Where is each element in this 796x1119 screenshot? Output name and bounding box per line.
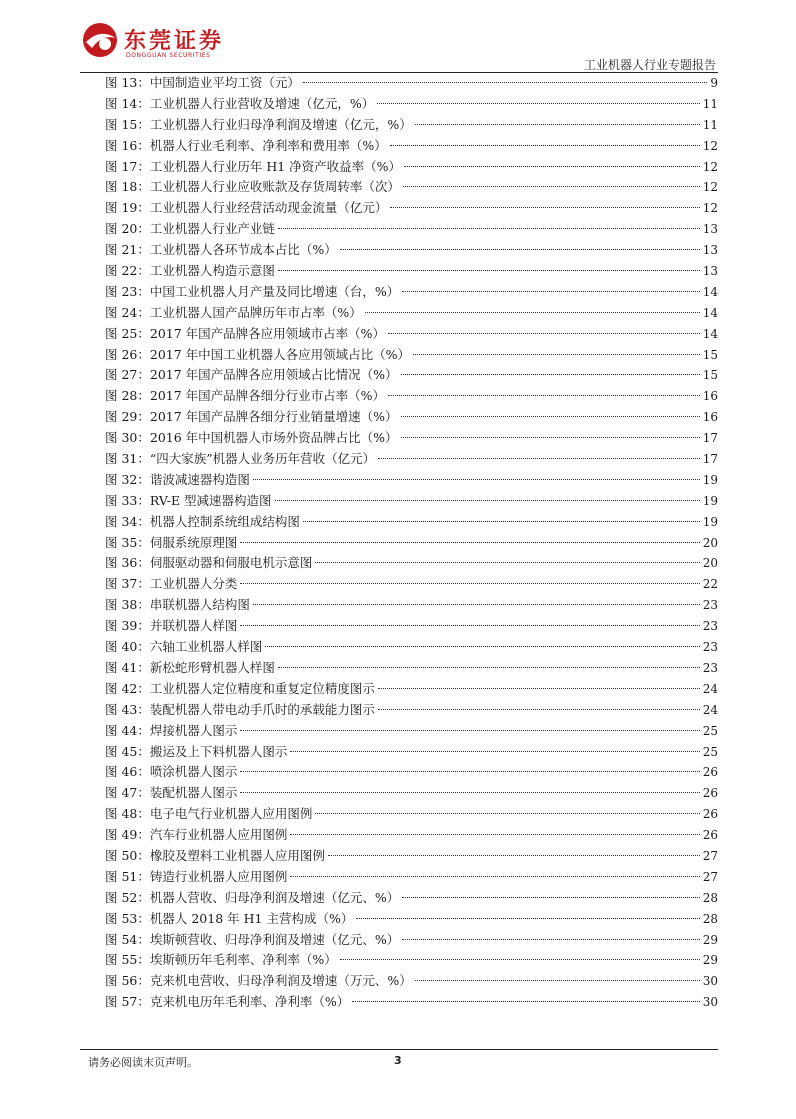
toc-dot-leader: [240, 625, 699, 626]
toc-dot-leader: [390, 207, 699, 208]
toc-dot-leader: [390, 145, 700, 146]
toc-entry[interactable]: [105, 219, 718, 240]
toc-dot-leader: [240, 730, 699, 731]
toc-dot-leader: [402, 939, 699, 940]
toc-entry[interactable]: [105, 157, 718, 178]
toc-dot-leader: [402, 291, 699, 292]
toc-entry-title: 图 40：六轴工业机器人样图: [105, 639, 263, 655]
toc-entry-title: 图 38：串联机器人结构图: [105, 597, 250, 613]
toc-entry[interactable]: [105, 992, 718, 1013]
toc-entry-page: 23: [702, 660, 718, 675]
toc-entry-page: 25: [702, 744, 718, 759]
toc-entry-page: 27: [702, 848, 718, 863]
toc-dot-leader: [265, 646, 699, 647]
toc-entry-title: 图 34：机器人控制系统组成结构图: [105, 513, 300, 529]
toc-dot-leader: [404, 166, 700, 167]
toc-entry-page: 11: [702, 117, 718, 132]
toc-entry-title: 图 33：RV-E 型减速器构造图: [105, 492, 272, 508]
toc-entry-title: 图 25：2017 年国产品牌各应用领域市占率（%）: [105, 325, 386, 341]
toc-entry-page: 13: [702, 243, 718, 258]
toc-entry[interactable]: [105, 909, 718, 930]
toc-dot-leader: [402, 897, 699, 898]
toc-entry-title: 图 44：焊接机器人图示: [105, 722, 238, 738]
toc-dot-leader: [401, 374, 700, 375]
toc-entry-page: 29: [702, 932, 718, 947]
toc-entry[interactable]: [105, 721, 718, 742]
toc-dot-leader: [328, 855, 700, 856]
toc-dot-leader: [290, 834, 699, 835]
toc-entry[interactable]: [105, 930, 718, 951]
toc-entry-page: 16: [702, 410, 718, 425]
toc-dot-leader: [388, 333, 700, 334]
toc-entry-title: 图 21：工业机器人各环节成本占比（%）: [105, 242, 337, 258]
toc-dot-leader: [378, 709, 700, 710]
toc-entry-title: 图 53：机器人 2018 年 H1 主营构成（%）: [105, 910, 354, 926]
toc-entry[interactable]: [105, 386, 718, 407]
toc-entry-page: 19: [702, 514, 718, 529]
toc-entry-title: 图 37：工业机器人分类: [105, 576, 238, 592]
toc-entry-page: 30: [702, 974, 718, 989]
toc-dot-leader: [340, 959, 700, 960]
toc-entry-page: 25: [702, 723, 718, 738]
toc-entry[interactable]: [105, 867, 718, 888]
toc-entry-title: 图 20：工业机器人行业产业链: [105, 221, 275, 237]
toc-entry-title: 图 17：工业机器人行业历年 H1 净资产收益率（%）: [105, 158, 402, 174]
toc-dot-leader: [401, 437, 700, 438]
toc-entry-title: 图 51：铸造行业机器人应用图例: [105, 868, 288, 884]
toc-entry-title: 图 39：并联机器人样图: [105, 618, 238, 634]
toc-entry[interactable]: [105, 888, 718, 909]
toc-entry-title: 图 48：电子电气行业机器人应用图例: [105, 806, 313, 822]
toc-entry-title: 图 35：伺服系统原理图: [105, 534, 238, 550]
toc-entry[interactable]: [105, 595, 718, 616]
toc-entry-title: 图 23：中国工业机器人月产量及同比增速（台，%）: [105, 283, 400, 299]
toc-entry-page: 26: [702, 786, 718, 801]
brand-logo-icon: [80, 20, 120, 60]
toc-entry-page: 20: [702, 556, 718, 571]
toc-entry-page: 16: [702, 389, 718, 404]
toc-entry-page: 23: [702, 598, 718, 613]
toc-entry[interactable]: [105, 616, 718, 637]
toc-entry-page: 29: [702, 953, 718, 968]
toc-entry-title: 图 54：埃斯顿营收、归母净利润及增速（亿元、%）: [105, 931, 400, 947]
toc-entry[interactable]: [105, 971, 718, 992]
toc-entry-page: 28: [702, 911, 718, 926]
toc-entry-title: 图 42：工业机器人定位精度和重复定位精度图示: [105, 680, 375, 696]
toc-entry[interactable]: [105, 950, 718, 971]
toc-dot-leader: [253, 604, 700, 605]
brand-name-en: DONGGUAN SECURITIES: [126, 52, 211, 59]
toc-entry-title: 图 28：2017 年国产品牌各细分行业市占率（%）: [105, 388, 386, 404]
toc-entry-title: 图 24：工业机器人国产品牌历年市占率（%）: [105, 304, 362, 320]
toc-entry[interactable]: [105, 303, 718, 324]
toc-dot-leader: [240, 583, 699, 584]
toc-entry-title: 图 56：克来机电营收、归母净利润及增速（万元、%）: [105, 973, 412, 989]
toc-entry-page: 20: [702, 535, 718, 550]
toc-dot-leader: [240, 771, 699, 772]
toc-entry[interactable]: [105, 679, 718, 700]
toc-dot-leader: [340, 249, 700, 250]
toc-entry-title: 图 52：机器人营收、归母净利润及增速（亿元、%）: [105, 889, 400, 905]
toc-entry-title: 图 32：谐波减速器构造图: [105, 471, 250, 487]
toc-dot-leader: [415, 124, 700, 125]
toc-dot-leader: [290, 751, 699, 752]
toc-entry[interactable]: [105, 345, 718, 366]
toc-entry-title: 图 29：2017 年国产品牌各细分行业销量增速（%）: [105, 409, 398, 425]
toc-entry-page: 24: [702, 681, 718, 696]
toc-entry-page: 28: [702, 890, 718, 905]
toc-dot-leader: [278, 270, 700, 271]
toc-entry-page: 12: [702, 201, 718, 216]
toc-entry-title: 图 13：中国制造业平均工资（元）: [105, 75, 300, 90]
toc-dot-leader: [278, 667, 700, 668]
toc-entry-page: 26: [702, 765, 718, 780]
toc-dot-leader: [303, 82, 707, 83]
toc-entry-title: 图 49：汽车行业机器人应用图例: [105, 827, 288, 843]
toc-entry-page: 24: [702, 702, 718, 717]
toc-entry-page: 23: [702, 640, 718, 655]
toc-dot-leader: [315, 813, 699, 814]
toc-entry-title: 图 16：机器人行业毛利率、净利率和费用率（%）: [105, 137, 387, 153]
page-number: 3: [394, 1054, 402, 1067]
toc-entry-page: 12: [702, 159, 718, 174]
toc-entry[interactable]: [105, 136, 718, 157]
toc-entry-title: 图 26：2017 年中国工业机器人各应用领域占比（%）: [105, 346, 411, 362]
toc-entry-page: 11: [702, 96, 718, 111]
toc-entry[interactable]: [105, 658, 718, 679]
toc-entry-title: 图 36：伺服驱动器和伺服电机示意图: [105, 555, 313, 571]
toc-entry[interactable]: [105, 73, 718, 94]
toc-entry[interactable]: [105, 553, 718, 574]
toc-entry[interactable]: [105, 470, 718, 491]
toc-entry[interactable]: [105, 512, 718, 533]
toc-entry-title: 图 27：2017 年国产品牌各应用领域占比情况（%）: [105, 367, 398, 383]
toc-entry-title: 图 15：工业机器人行业归母净利润及增速（亿元，%）: [105, 116, 412, 132]
toc-entry[interactable]: [105, 177, 718, 198]
toc-entry-page: 14: [702, 305, 718, 320]
toc-entry-page: 13: [702, 264, 718, 279]
toc-entry[interactable]: [105, 407, 718, 428]
toc-entry[interactable]: [105, 198, 718, 219]
toc-entry-page: 9: [710, 76, 718, 90]
toc-dot-leader: [315, 562, 699, 563]
toc-dot-leader: [352, 1001, 699, 1002]
toc-entry-title: 图 14：工业机器人行业营收及增速（亿元，%）: [105, 95, 375, 111]
toc-entry-page: 30: [702, 995, 718, 1010]
toc-entry-page: 17: [702, 431, 718, 446]
toc-entry-page: 19: [702, 472, 718, 487]
toc-entry[interactable]: [105, 700, 718, 721]
toc-entry-title: 图 50：橡胶及塑料工业机器人应用图例: [105, 847, 325, 863]
toc-entry-title: 图 30：2016 年中国机器人市场外资品牌占比（%）: [105, 430, 398, 446]
report-title: 工业机器人行业专题报告: [583, 58, 716, 72]
toc-dot-leader: [253, 479, 700, 480]
toc-dot-leader: [413, 354, 700, 355]
toc-entry[interactable]: [105, 762, 718, 783]
toc-entry[interactable]: [105, 846, 718, 867]
toc-entry-title: 图 47：装配机器人图示: [105, 785, 238, 801]
toc-entry-title: 图 19：工业机器人行业经营活动现金流量（亿元）: [105, 200, 388, 216]
toc-entry-title: 图 46：喷涂机器人图示: [105, 764, 238, 780]
toc-entry-page: 17: [702, 452, 718, 467]
toc-dot-leader: [403, 186, 700, 187]
toc-dot-leader: [365, 312, 700, 313]
toc-entry-page: 14: [702, 284, 718, 299]
figure-index-list: [105, 73, 718, 1013]
toc-entry[interactable]: [105, 115, 718, 136]
toc-entry[interactable]: [105, 533, 718, 554]
toc-entry-page: 13: [702, 222, 718, 237]
toc-dot-leader: [378, 688, 700, 689]
toc-dot-leader: [388, 395, 700, 396]
toc-entry[interactable]: [105, 783, 718, 804]
toc-entry-page: 26: [702, 828, 718, 843]
toc-entry[interactable]: [105, 324, 718, 345]
toc-dot-leader: [401, 416, 700, 417]
toc-entry[interactable]: [105, 804, 718, 825]
toc-entry[interactable]: [105, 282, 718, 303]
toc-entry-page: 23: [702, 619, 718, 634]
toc-entry-title: 图 57：克来机电历年毛利率、净利率（%）: [105, 994, 350, 1010]
toc-entry-page: 22: [702, 577, 718, 592]
toc-dot-leader: [290, 876, 699, 877]
toc-entry-title: 图 55：埃斯顿历年毛利率、净利率（%）: [105, 952, 337, 968]
toc-entry[interactable]: [105, 449, 718, 470]
brand-logo: [80, 20, 240, 66]
brand-name-cn: 东莞证券: [124, 29, 225, 54]
toc-entry[interactable]: [105, 825, 718, 846]
toc-entry-title: 图 22：工业机器人构造示意图: [105, 263, 275, 279]
toc-entry-page: 12: [702, 138, 718, 153]
toc-entry[interactable]: [105, 491, 718, 512]
toc-dot-leader: [378, 458, 700, 459]
toc-entry[interactable]: [105, 574, 718, 595]
toc-dot-leader: [356, 918, 699, 919]
disclaimer-note: 请务必阅读末页声明。: [88, 1056, 198, 1069]
toc-entry-page: 15: [702, 368, 718, 383]
toc-dot-leader: [415, 980, 700, 981]
toc-entry[interactable]: [105, 240, 718, 261]
toc-entry-page: 19: [702, 493, 718, 508]
toc-entry[interactable]: [105, 428, 718, 449]
toc-dot-leader: [303, 521, 700, 522]
toc-dot-leader: [240, 542, 699, 543]
footer-divider: [80, 1049, 718, 1050]
toc-entry-page: 15: [702, 347, 718, 362]
toc-entry-title: 图 45：搬运及上下料机器人图示: [105, 743, 288, 759]
toc-entry[interactable]: [105, 365, 718, 386]
toc-entry-page: 27: [702, 869, 718, 884]
toc-entry-title: 图 43：装配机器人带电动手爪时的承载能力图示: [105, 701, 375, 717]
toc-entry-page: 12: [702, 180, 718, 195]
toc-dot-leader: [278, 228, 700, 229]
toc-entry[interactable]: [105, 742, 718, 763]
toc-entry-title: 图 31：“四大家族”机器人业务历年营收（亿元）: [105, 451, 376, 467]
toc-dot-leader: [377, 103, 699, 104]
toc-dot-leader: [275, 500, 700, 501]
toc-entry[interactable]: [105, 261, 718, 282]
toc-entry-page: 14: [702, 326, 718, 341]
toc-entry-title: 图 41：新松蛇形臂机器人样图: [105, 659, 275, 675]
toc-entry-page: 26: [702, 807, 718, 822]
toc-entry-title: 图 18：工业机器人行业应收账款及存货周转率（次）: [105, 179, 400, 195]
toc-entry[interactable]: [105, 94, 718, 115]
toc-entry[interactable]: [105, 637, 718, 658]
toc-dot-leader: [240, 792, 699, 793]
